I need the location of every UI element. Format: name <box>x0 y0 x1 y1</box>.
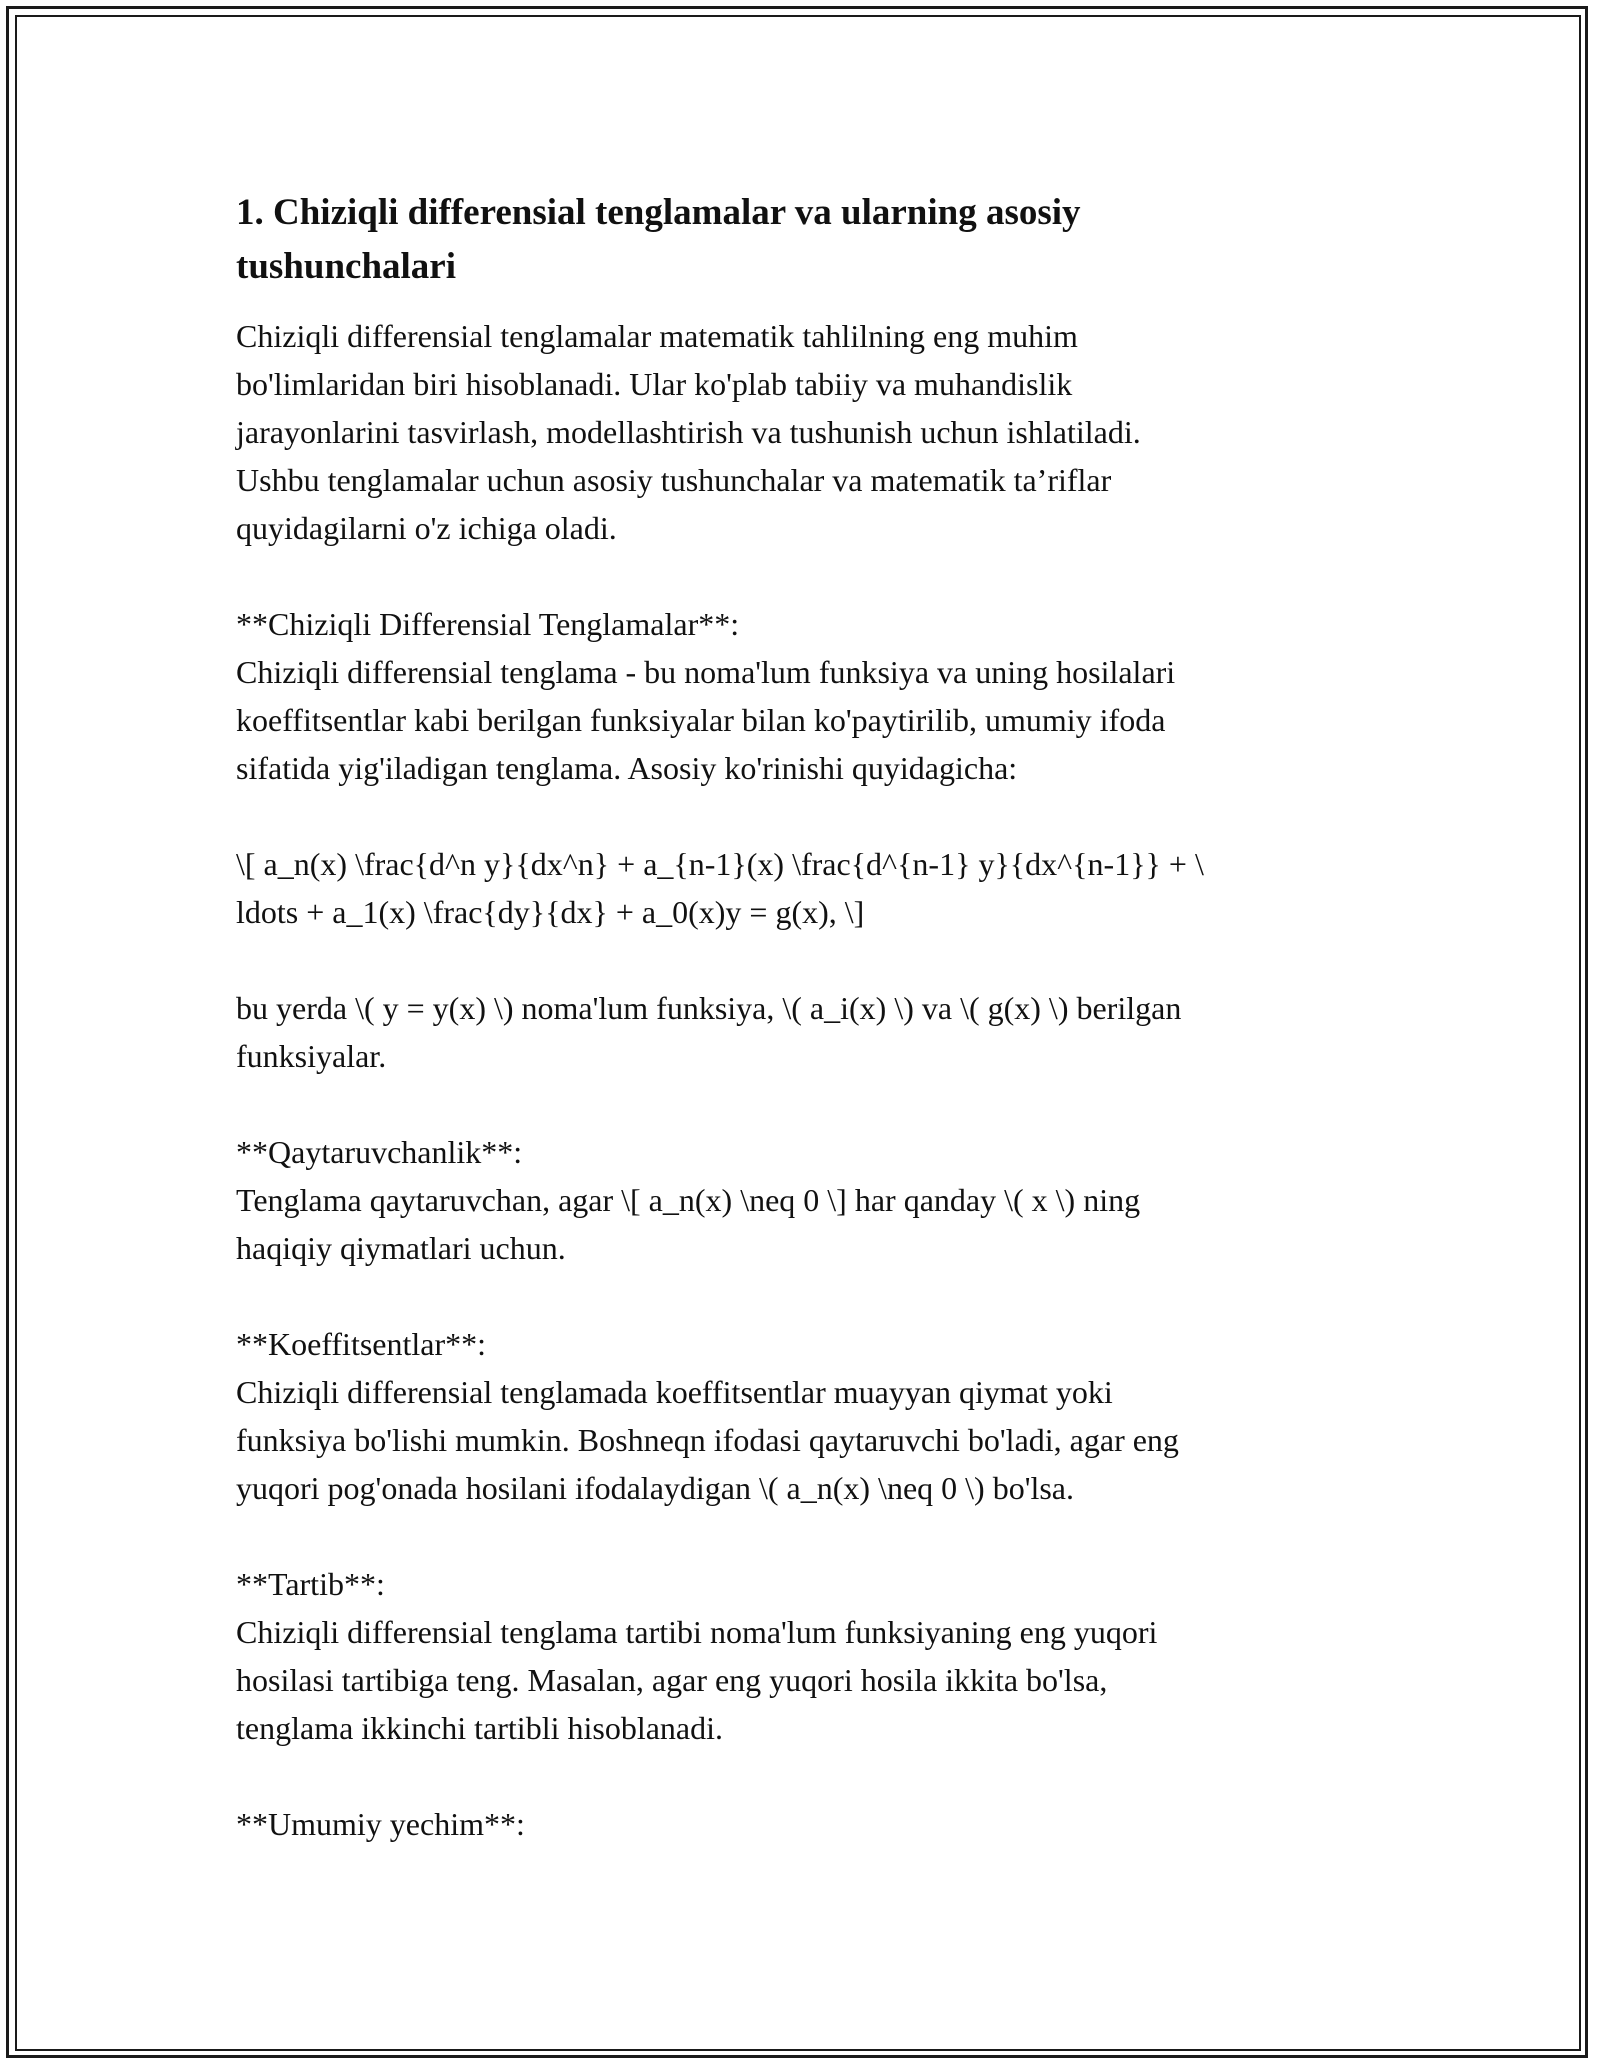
spacer <box>236 1080 1366 1128</box>
document-body <box>236 186 1366 1848</box>
spacer <box>236 1272 1366 1320</box>
spacer <box>236 792 1366 840</box>
intro-paragraph: Chiziqli differensial tenglamalar matematik tahlilning eng muhim bo'limlaridan biri hisoblanadi. Ular ko'plab tabiiy va muhandislik jarayonlarini tasvirlash, modellashtirish va tushunish uchun ishlatiladi. Ushbu tenglamalar uchun asosiy tushunchalar va matematik ta’riflar quyidagilarni o'z ichiga oladi. <box>236 318 1141 546</box>
section-body-linear-equations: Chiziqli differensial tenglama - bu noma'lum funksiya va uning hosilalari koeffitsentlar kabi berilgan funksiyalar bilan ko'paytirilib, umumiy ifoda sifatida yig'iladigan tenglama. Asosiy ko'rinishi quyidagicha: <box>236 654 1176 786</box>
spacer <box>236 936 1366 984</box>
section-title-order: **Tartib**: <box>236 1566 385 1602</box>
section-title-coefficients: **Koeffitsentlar**: <box>236 1326 487 1362</box>
section-title-linear-equations: **Chiziqli Differensial Tenglamalar**: <box>236 606 740 642</box>
formula-text: \[ a_n(x) \frac{d^n y}{dx^n} + a_{n-1}(x) \frac{d^{n-1} y}{dx^{n-1}} + \ ldots + a_1(x) \frac{dy}{dx} + a_0(x)y = g(x), \] <box>236 846 1204 930</box>
section-title-general-solution: **Umumiy yechim**: <box>236 1806 525 1842</box>
section-body-reversibility: Tenglama qaytaruvchan, agar \[ a_n(x) \neq 0 \] har qanday \( x \) ning haqiqiy qiymatlari uchun. <box>236 1182 1141 1266</box>
section-body-coefficients: Chiziqli differensial tenglamada koeffitsentlar muayyan qiymat yoki funksiya bo'lishi mumkin. Boshneqn ifodasi qaytaruvchi bo'ladi, agar eng yuqori pog'onada hosilani ifodalaydigan \( a_n(x) \neq 0 \) bo'lsa. <box>236 1374 1179 1506</box>
spacer <box>236 1512 1366 1560</box>
section-title-reversibility: **Qaytaruvchanlik**: <box>236 1134 523 1170</box>
page-title: 1. Chiziqli differensial tenglamalar va ularning asosiy tushunchalari <box>236 192 1081 287</box>
spacer <box>236 1752 1366 1800</box>
section-body-order: Chiziqli differensial tenglama tartibi noma'lum funksiyaning eng yuqori hosilasi tartibiga teng. Masalan, agar eng yuqori hosila ikkita bo'lsa, tenglama ikkinchi tartibli hisoblanadi. <box>236 1614 1158 1746</box>
formula-note: bu yerda \( y = y(x) \) noma'lum funksiya, \( a_i(x) \) va \( g(x) \) berilgan funksiyalar. <box>236 990 1182 1074</box>
spacer <box>236 552 1366 600</box>
